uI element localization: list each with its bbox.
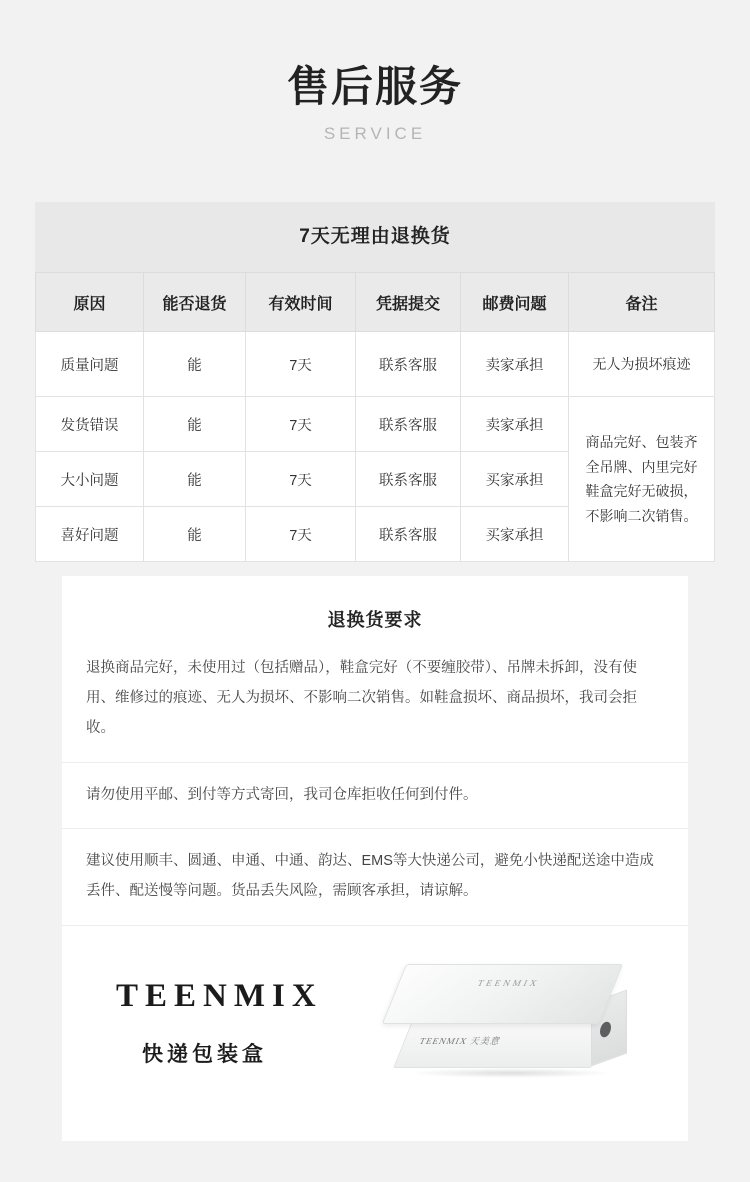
- return-requirements-card: [62, 576, 688, 924]
- cell-reason: 喜好问题: [36, 507, 144, 562]
- cell-reason: 质量问题: [36, 332, 144, 397]
- column-header-reason: 原因: [36, 273, 144, 332]
- cell-shipping-fee: 买家承担: [461, 452, 569, 507]
- return-policy-table: [35, 202, 715, 562]
- column-header-note: 备注: [569, 273, 715, 332]
- cell-returnable: 能: [144, 507, 246, 562]
- cell-valid-time: 7天: [246, 397, 356, 452]
- cell-shipping-fee: 卖家承担: [461, 332, 569, 397]
- page-header: [0, 0, 750, 144]
- shoebox-shadow: [408, 1068, 613, 1078]
- shoebox-lid-label: TEENMIX: [475, 977, 542, 988]
- requirements-title: 退换货要求: [327, 610, 423, 631]
- cell-returnable: 能: [144, 397, 246, 452]
- cell-returnable: 能: [144, 332, 246, 397]
- page-title: 售后服务: [286, 63, 463, 110]
- cell-proof: 联系客服: [356, 397, 461, 452]
- requirements-paragraph-1: 退换商品完好，未使用过（包括赠品），鞋盒完好（不要缠胶带）、吊牌未拆卸，没有使用、维修过的痕迹、无人为损坏、不影响二次销售。如鞋盒损坏、商品损坏，我司会拒收。: [86, 660, 637, 736]
- cell-shipping-fee: 买家承担: [461, 507, 569, 562]
- cell-proof: 联系客服: [356, 332, 461, 397]
- shoebox-body-label: TEENMIX 天美意: [417, 1035, 503, 1046]
- requirements-paragraph-2: 请勿使用平邮、到付等方式寄回，我司仓库拒收任何到付件。: [62, 762, 688, 829]
- policy-table: [35, 272, 715, 562]
- table-row: [36, 332, 715, 397]
- cell-proof: 联系客服: [356, 507, 461, 562]
- brand-logo-text: TEENMIX: [116, 977, 323, 1014]
- column-header-returnable: 能否退货: [144, 273, 246, 332]
- shoebox-lid: [382, 964, 623, 1024]
- cell-shipping-fee: 卖家承担: [461, 397, 569, 452]
- brand-caption: 快递包装盒: [142, 1042, 267, 1066]
- column-header-shipping-fee: 邮费问题: [461, 273, 569, 332]
- bottom-spacer: [0, 1141, 750, 1181]
- cell-valid-time: 7天: [246, 332, 356, 397]
- shoebox-illustration: [386, 956, 636, 1106]
- cell-merged-note: 商品完好、包装齐全吊牌、内里完好鞋盒完好无破损，不影响二次销售。: [569, 397, 715, 562]
- cell-valid-time: 7天: [246, 507, 356, 562]
- table-row: [36, 397, 715, 452]
- column-header-proof: 凭据提交: [356, 273, 461, 332]
- cell-proof: 联系客服: [356, 452, 461, 507]
- brand-packaging-section: [62, 925, 688, 1141]
- table-banner: 7天无理由退换货: [35, 202, 715, 272]
- cell-reason: 大小问题: [36, 452, 144, 507]
- requirements-paragraph-3: 建议使用顺丰、圆通、申通、中通、韵达、EMS等大快递公司，避免小快递配送途中造成丢件、配送慢等问题。货品丢失风险，需顾客承担，请谅解。: [62, 828, 688, 924]
- cell-reason: 发货错误: [36, 397, 144, 452]
- cell-note: 无人为损坏痕迹: [569, 332, 715, 397]
- table-header-row: [36, 273, 715, 332]
- column-header-valid-time: 有效时间: [246, 273, 356, 332]
- page-subtitle: SERVICE: [323, 124, 427, 144]
- cell-valid-time: 7天: [246, 452, 356, 507]
- cell-returnable: 能: [144, 452, 246, 507]
